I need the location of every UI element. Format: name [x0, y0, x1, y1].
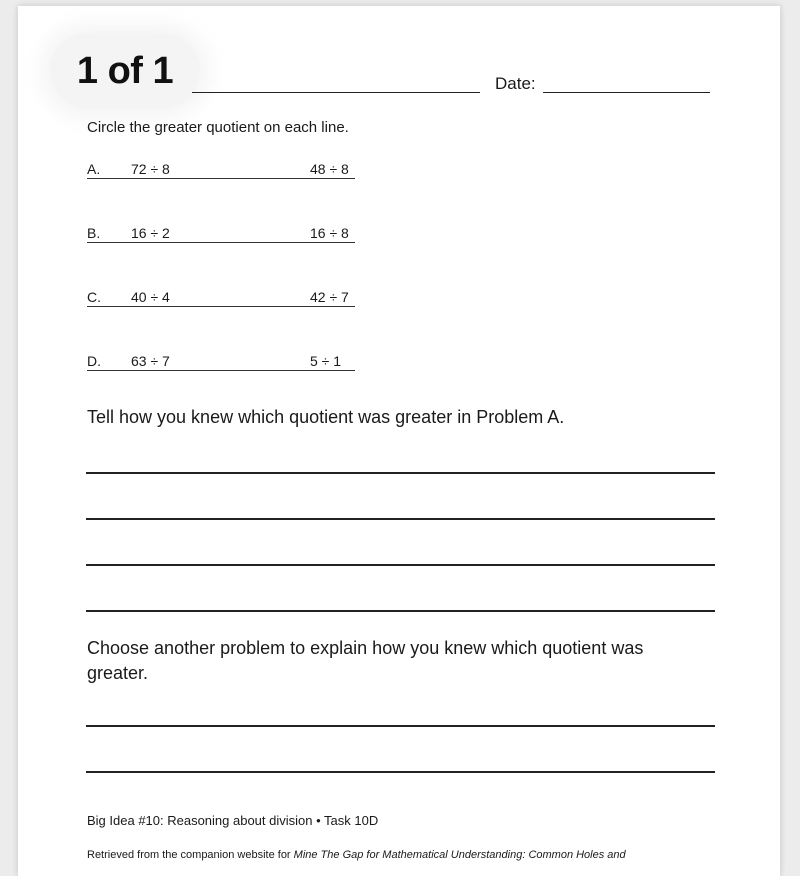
- prompt-problem-a: Tell how you knew which quotient was greater in Problem A.: [87, 407, 565, 427]
- problem-row-c: [87, 286, 355, 307]
- quotient-right[interactable]: 42 ÷ 7: [310, 289, 349, 305]
- footer-source: [87, 849, 626, 861]
- problem-row-b: [87, 222, 355, 243]
- answer-line[interactable]: [86, 472, 715, 474]
- quotient-right[interactable]: 48 ÷ 8: [310, 161, 349, 177]
- date-label: Date:: [495, 74, 536, 93]
- problem-letter: C.: [87, 289, 101, 305]
- answer-line[interactable]: [86, 564, 715, 566]
- answer-line[interactable]: [86, 725, 715, 727]
- answer-line[interactable]: [86, 518, 715, 520]
- worksheet-page: [18, 6, 780, 876]
- instructions: Circle the greater quotient on each line.: [87, 119, 349, 136]
- problem-letter: B.: [87, 225, 101, 241]
- problem-row-a: [87, 158, 355, 179]
- problem-row-d: [87, 350, 355, 371]
- page-indicator: 1 of 1: [50, 33, 200, 109]
- quotient-right[interactable]: 5 ÷ 1: [310, 353, 342, 369]
- answer-line[interactable]: [86, 610, 715, 612]
- quotient-left[interactable]: 40 ÷ 4: [131, 289, 170, 305]
- quotient-left[interactable]: 63 ÷ 7: [131, 353, 170, 369]
- footer-source-prefix: Retrieved from the companion website for: [87, 849, 294, 861]
- answer-line[interactable]: [86, 771, 715, 773]
- footer-big-idea: Big Idea #10: Reasoning about division • Task 10D: [87, 813, 379, 828]
- prompt-another-problem: Choose another problem to explain how you knew which quotient was greater.: [87, 638, 644, 683]
- quotient-right[interactable]: 16 ÷ 8: [310, 225, 349, 241]
- footer-source-title: Mine The Gap for Mathematical Understanding: Common Holes and: [293, 849, 626, 861]
- date-field-line[interactable]: [543, 92, 710, 93]
- name-field-line[interactable]: [192, 92, 480, 93]
- quotient-left[interactable]: 16 ÷ 2: [131, 225, 170, 241]
- problem-letter: A.: [87, 161, 101, 177]
- problem-letter: D.: [87, 353, 101, 369]
- quotient-left[interactable]: 72 ÷ 8: [131, 161, 170, 177]
